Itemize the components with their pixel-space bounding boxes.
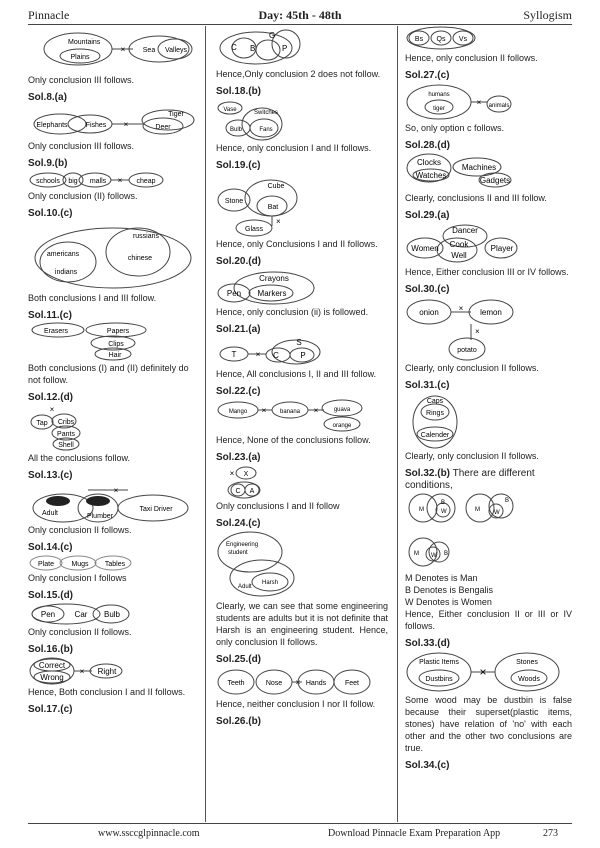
venn-label: Cribs <box>57 419 75 426</box>
legend-women: W Denotes is Women <box>405 597 492 607</box>
solution-text: Some wood may be dustbin is false because their superset(plastic items, stones) have relation of 'no' with each other and the other two conclusions are true. <box>405 695 572 753</box>
solution-text: Only conclusion I follows <box>28 573 127 583</box>
venn-label: Bulb <box>103 610 121 619</box>
venn-label: russians <box>132 233 160 240</box>
venn-label: Fans <box>259 127 273 133</box>
venn-label: G <box>269 31 276 40</box>
solution-33 <box>405 638 572 754</box>
solution-label-rest: There are different conditions, <box>405 468 535 491</box>
venn-label: Taxi Driver <box>139 506 173 513</box>
venn-label: Wrong <box>40 673 64 682</box>
venn-label: tiger <box>433 106 445 112</box>
venn-label: Machines <box>461 163 497 172</box>
venn-label: Calender <box>420 432 450 439</box>
venn-label: guava <box>333 407 351 413</box>
venn-diagram <box>405 82 572 122</box>
svg-text:×: × <box>261 406 267 415</box>
svg-text:×: × <box>49 405 55 414</box>
svg-text:×: × <box>476 98 482 107</box>
venn-diagram <box>216 336 388 368</box>
solution-label: Sol.10.(c) <box>28 208 73 219</box>
solution-text: Both conclusions I and III follow. <box>28 293 157 303</box>
venn-diagram <box>28 220 198 292</box>
solution-text: Hence,Only conclusion 2 does not follow. <box>216 69 381 79</box>
solution-26-tail <box>405 26 572 64</box>
venn-label: Bulb <box>229 127 243 133</box>
solution-23 <box>216 452 388 512</box>
venn-diagram <box>405 296 572 362</box>
venn-label: Tables <box>104 561 126 568</box>
venn-label: B <box>505 498 510 504</box>
solution-text: Clearly, only conclusion II follows. <box>405 363 539 373</box>
solution-18 <box>216 86 388 154</box>
svg-text:×: × <box>479 665 487 679</box>
venn-label: Dancer <box>452 226 478 235</box>
solution-26 <box>216 716 388 728</box>
solution-14 <box>28 542 198 584</box>
venn-label: Right <box>97 667 117 676</box>
venn-label: M <box>414 551 419 557</box>
solution-text: Only conclusions I and II follow <box>216 501 340 511</box>
solution-label: Sol.20.(d) <box>216 256 262 267</box>
venn-label: Fishes <box>85 122 107 129</box>
header-topic: Syllogism <box>523 8 572 22</box>
solution-text: Hence, only Conclusions I and II follows. <box>216 239 378 249</box>
legend-man: M Denotes is Man <box>405 573 478 583</box>
venn-label: C <box>235 488 241 495</box>
page-footer <box>28 823 572 848</box>
venn-label: Pen <box>40 610 56 619</box>
legend-bengalis: B Denotes is Bengalis <box>405 585 494 595</box>
venn-label: Stone <box>224 198 244 205</box>
solution-label: Sol.12.(d) <box>28 392 74 403</box>
venn-label: Markers <box>257 289 287 298</box>
solution-text: Hence, Either conclusion III or IV follows. <box>405 267 569 277</box>
venn-label: Crayons <box>259 274 289 283</box>
venn-label: Stones <box>516 659 538 666</box>
solution-16 <box>28 644 198 698</box>
solution-17-tail <box>216 26 388 80</box>
venn-label: Clips <box>108 341 124 348</box>
solution-text: Hence, neither conclusion I nor II follow. <box>216 699 376 709</box>
header-brand: Pinnacle <box>28 8 70 22</box>
venn-diagram <box>28 482 198 524</box>
venn-label: Well <box>451 251 467 260</box>
solution-30 <box>405 284 572 374</box>
solution-label: Sol.19.(c) <box>216 160 261 171</box>
column-divider <box>205 26 206 822</box>
venn-label: Dustbins <box>425 676 453 683</box>
venn-diagram <box>28 602 198 626</box>
venn-diagram <box>216 172 388 238</box>
venn-label: Correct <box>38 661 66 670</box>
venn-label: W <box>441 509 447 515</box>
venn-label: indians <box>54 269 78 276</box>
solution-label: Sol.11.(c) <box>28 310 72 321</box>
venn-label: Cook <box>449 240 469 249</box>
venn-label: B <box>441 500 446 506</box>
solution-label: Sol.13.(c) <box>28 470 73 481</box>
venn-label: Hands <box>305 680 327 687</box>
svg-text:×: × <box>458 304 464 313</box>
svg-text:×: × <box>117 176 123 185</box>
venn-diagram <box>28 170 198 190</box>
venn-label: B <box>250 44 256 53</box>
svg-text:×: × <box>120 45 126 54</box>
solution-text: Only conclusion (II) follows. <box>28 191 138 201</box>
solution-label: Sol.23.(a) <box>216 452 261 463</box>
page-header <box>28 0 572 25</box>
venn-diagram <box>28 404 198 452</box>
solution-label: Sol.14.(c) <box>28 542 73 553</box>
venn-diagram <box>216 666 388 698</box>
solution-text: Hence, only conclusion II follows. <box>405 53 538 63</box>
solution-22 <box>216 386 388 446</box>
venn-label: A <box>249 488 255 495</box>
venn-label: Bs <box>414 36 424 43</box>
venn-label: animals <box>488 103 510 109</box>
venn-label: M <box>419 507 424 513</box>
solution-21 <box>216 324 388 380</box>
venn-label: Vs <box>458 36 468 43</box>
venn-diagram <box>28 554 198 572</box>
venn-diagram <box>28 26 198 74</box>
svg-text:×: × <box>113 486 119 495</box>
solution-label: Sol.29.(a) <box>405 210 450 221</box>
venn-label: Mugs <box>71 561 89 568</box>
venn-label: Harsh <box>261 580 279 586</box>
venn-diagram <box>28 322 198 362</box>
venn-label: Pants <box>57 431 75 438</box>
solution-28 <box>405 140 572 204</box>
venn-label: schools <box>36 178 60 185</box>
solution-8 <box>28 92 198 152</box>
venn-label: americans <box>46 251 80 258</box>
venn-label: Feet <box>344 680 360 687</box>
solution-7-tail <box>28 26 198 86</box>
svg-text:×: × <box>295 678 301 687</box>
solution-9 <box>28 158 198 202</box>
solution-29 <box>405 210 572 278</box>
solution-34 <box>405 760 572 772</box>
solution-label: Sol.31.(c) <box>405 380 450 391</box>
solution-label <box>405 468 572 492</box>
venn-label: Glass <box>245 226 263 233</box>
venn-label: Gadgets <box>479 176 511 185</box>
venn-label: Bat <box>267 204 279 211</box>
venn-label: Player <box>490 244 514 253</box>
column-3 <box>405 26 572 772</box>
venn-label: Pen <box>226 289 242 298</box>
solution-text: Clearly, conclusions II and III follow. <box>405 193 547 203</box>
solution-11 <box>28 310 198 386</box>
venn-label: Papers <box>106 328 130 335</box>
solution-text: Hence, only conclusion (ii) is followed. <box>216 307 369 317</box>
venn-label: Tiger <box>168 111 184 118</box>
venn-label: X <box>243 471 249 478</box>
venn-diagram <box>405 152 572 192</box>
venn-label: Caps <box>426 398 444 405</box>
venn-diagram <box>405 492 572 572</box>
solution-label: Sol.21.(a) <box>216 324 261 335</box>
venn-diagram <box>216 26 388 68</box>
page-number: 273 <box>543 828 558 839</box>
footer-website[interactable]: www.ssccglpinnacle.com <box>98 828 200 839</box>
solution-label: Sol.22.(c) <box>216 386 261 397</box>
venn-label: Teeth <box>227 680 245 687</box>
venn-label: Plate <box>38 561 54 568</box>
venn-label: Valleys <box>164 47 188 54</box>
venn-label: C <box>273 351 279 360</box>
solution-label: Sol.33.(d) <box>405 638 451 649</box>
solution-label: Sol.9.(b) <box>28 158 68 169</box>
venn-label: onion <box>419 308 439 317</box>
venn-label: W <box>494 510 500 516</box>
solution-text: Only conclusion III follows. <box>28 141 135 151</box>
svg-text:×: × <box>229 469 235 478</box>
solution-label: Sol.8.(a) <box>28 92 67 103</box>
venn-label: T <box>231 350 237 359</box>
svg-text:×: × <box>123 120 129 129</box>
solution-text: All the conclusions follow. <box>28 453 131 463</box>
solution-17 <box>28 704 198 716</box>
venn-label: Plastic Items <box>419 659 459 666</box>
venn-label: malls <box>89 178 107 185</box>
solution-label: Sol.27.(c) <box>405 70 450 81</box>
venn-diagram <box>28 656 198 686</box>
solution-24 <box>216 518 388 648</box>
solution-10 <box>28 208 198 304</box>
solution-label: Sol.28.(d) <box>405 140 451 151</box>
venn-diagram <box>216 268 388 306</box>
solution-32 <box>405 468 572 632</box>
solution-25 <box>216 654 388 710</box>
venn-diagram <box>216 98 388 142</box>
solution-text: Only conclusion II follows. <box>28 627 132 637</box>
svg-text:×: × <box>255 350 261 359</box>
header-day: Day: 45th - 48th <box>258 8 342 22</box>
venn-diagram <box>216 464 388 500</box>
solution-label: Sol.30.(c) <box>405 284 450 295</box>
svg-text:×: × <box>79 667 85 676</box>
venn-diagram <box>28 104 198 140</box>
venn-diagram <box>405 650 572 694</box>
solution-text: Hence, Either conclusion II or III or IV follows. <box>405 609 572 631</box>
solution-label: Sol.26.(b) <box>216 716 262 727</box>
venn-label: cheap <box>136 178 156 185</box>
venn-label: P <box>282 44 288 53</box>
solution-text: Hence, All conclusions I, II and III follow. <box>216 369 377 379</box>
venn-diagram <box>216 398 388 434</box>
venn-label: Adult <box>238 584 252 590</box>
venn-label: C <box>231 43 237 52</box>
venn-diagram <box>405 392 572 450</box>
solution-text: Hence, only conclusion I and II follows. <box>216 143 372 153</box>
venn-label: student <box>228 550 248 556</box>
svg-text:×: × <box>313 406 319 415</box>
venn-label: lemon <box>480 308 502 317</box>
solution-label: Sol.34.(c) <box>405 760 450 771</box>
venn-label: Nose <box>265 680 283 687</box>
venn-diagram <box>216 530 388 600</box>
venn-label: Cube <box>267 183 285 190</box>
venn-label: Women <box>411 244 439 253</box>
venn-label: orange <box>332 423 352 429</box>
solution-label: Sol.15.(d) <box>28 590 74 601</box>
solution-31 <box>405 380 572 462</box>
column-1 <box>28 26 198 716</box>
venn-label: Shell <box>58 442 74 449</box>
venn-label: Plains <box>70 54 90 61</box>
venn-diagram <box>405 222 572 266</box>
venn-label: Mountains <box>68 39 101 46</box>
venn-label: Deer <box>155 124 171 131</box>
solution-text: Hence, Both conclusion I and II follows. <box>28 687 186 697</box>
solution-20 <box>216 256 388 318</box>
solution-text: Only conclusion II follows. <box>28 525 132 535</box>
solution-label-number: Sol.32.(b) <box>405 468 451 479</box>
venn-label: Rings <box>426 410 444 417</box>
solution-label: Sol.25.(d) <box>216 654 262 665</box>
venn-label: Vase <box>223 107 237 113</box>
venn-label: Woods <box>518 676 540 683</box>
solution-text: Hence, None of the conclusions follow. <box>216 435 371 445</box>
svg-text:×: × <box>475 327 480 336</box>
venn-label: potato <box>457 347 477 354</box>
solution-27 <box>405 70 572 134</box>
solution-19 <box>216 160 388 250</box>
venn-label: Erasers <box>43 328 69 335</box>
solution-text: Only conclusion III follows. <box>28 75 135 85</box>
solution-text: So, only option c follows. <box>405 123 505 133</box>
venn-label: Tap <box>36 420 48 427</box>
venn-label: W <box>431 553 437 559</box>
solution-13 <box>28 470 198 536</box>
venn-label: Hair <box>108 352 122 359</box>
venn-label: P <box>300 351 306 360</box>
venn-label: Engineering <box>226 542 259 548</box>
venn-label: Adult <box>42 510 58 517</box>
venn-label: Qs <box>436 36 446 43</box>
venn-label: Plumber <box>86 513 114 520</box>
solution-label: Sol.16.(b) <box>28 644 74 655</box>
venn-label: chinese <box>127 255 153 262</box>
column-2 <box>216 26 388 728</box>
venn-label: Switches <box>253 110 279 116</box>
venn-label: S <box>296 338 302 347</box>
svg-text:×: × <box>276 217 281 226</box>
solution-text: Clearly, we can see that some engineering students are adults but it is not definite that Harsh is an engineering student. Hence, only conclusion II follows. <box>216 601 388 647</box>
venn-label: Elephants <box>36 122 68 129</box>
venn-label: M <box>475 507 480 513</box>
venn-label: humans <box>428 92 450 98</box>
column-divider <box>397 26 398 822</box>
solution-text: Clearly, only conclusion II follows. <box>405 451 539 461</box>
solution-text: Both conclusions (I) and (II) definitely do not follow. <box>28 363 189 385</box>
venn-label: Mango <box>228 409 248 415</box>
venn-label: Sea <box>142 47 156 54</box>
venn-label: Watches <box>415 171 447 180</box>
solution-label: Sol.18.(b) <box>216 86 262 97</box>
venn-label: banana <box>279 409 301 415</box>
solution-15 <box>28 590 198 638</box>
solution-label: Sol.17.(c) <box>28 704 73 715</box>
venn-label: Car <box>74 610 88 619</box>
venn-label: big <box>68 178 78 185</box>
venn-label: Clocks <box>416 158 442 167</box>
venn-label: B <box>444 551 449 557</box>
solution-12 <box>28 392 198 464</box>
venn-diagram <box>405 26 572 52</box>
solution-label: Sol.24.(c) <box>216 518 261 529</box>
footer-app-promo: Download Pinnacle Exam Preparation App <box>328 828 501 839</box>
